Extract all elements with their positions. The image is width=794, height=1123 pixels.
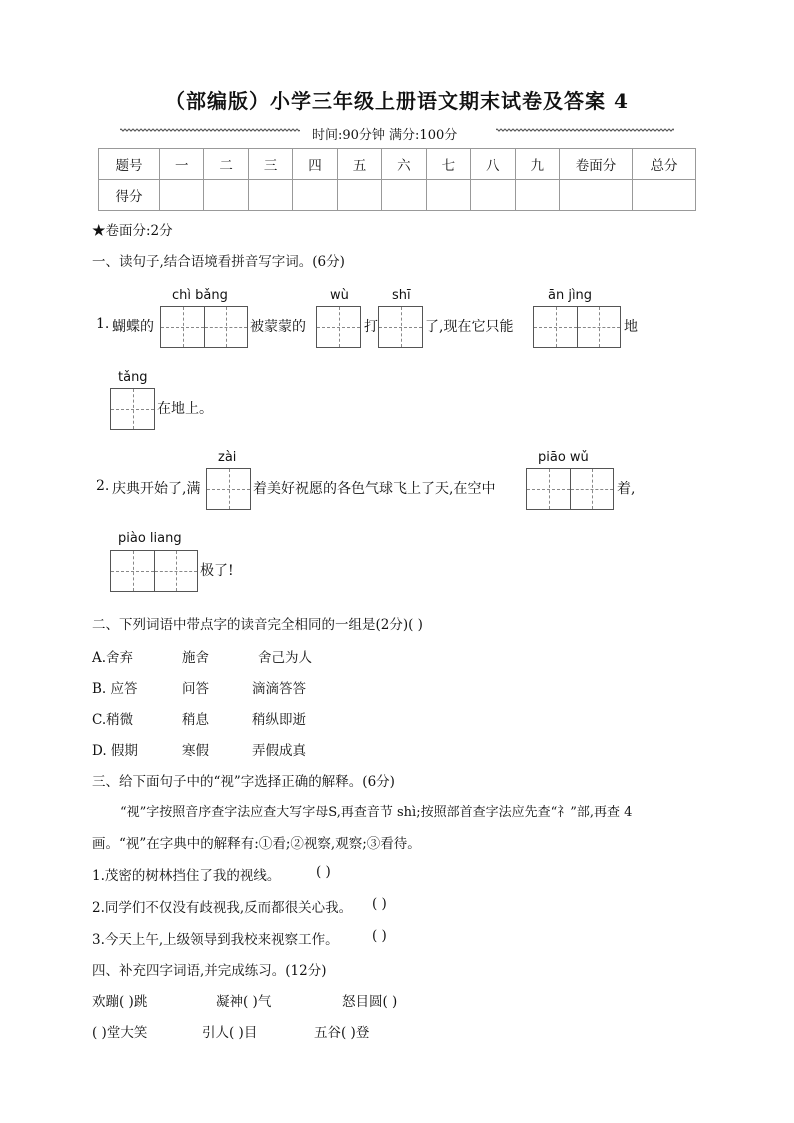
score-input-cell[interactable]: [293, 180, 337, 211]
pinyin-anjing: ān jìng: [548, 288, 593, 303]
score-table-score-row: [99, 180, 696, 211]
q2-option-c-word2: 稍息: [182, 712, 209, 728]
q2-option-b-word3: 滴滴答答: [252, 681, 306, 697]
q3-item-2: 2.同学们不仅没有歧视我,反而都很关心我。: [92, 900, 353, 916]
q1-s2-text4: 极了!: [200, 563, 234, 579]
score-header-cell: 题号: [99, 149, 160, 180]
q2-option-d-word2: 寒假: [182, 743, 209, 759]
page-title: （部编版）小学三年级上册语文期末试卷及答案 4: [165, 89, 629, 113]
q2-heading: 二、下列词语中带点字的读音完全相同的一组是(2分)( ): [92, 617, 423, 633]
score-input-cell[interactable]: [560, 180, 633, 211]
q3-paragraph-line2: 画。“视”在字典中的解释有:①看;②视察,观察;③看待。: [92, 836, 421, 852]
q2-option-a-word2: 施舍: [182, 650, 209, 666]
score-header-cell: 八: [471, 149, 515, 180]
score-header-cell: 三: [248, 149, 292, 180]
q1-s1-number: 1.: [96, 316, 110, 332]
score-table: [98, 148, 696, 211]
q1-s1-text6: 在地上。: [157, 401, 213, 417]
idiom-blank[interactable]: 五谷( )登: [314, 1025, 370, 1041]
pinyin-wu: wù: [330, 288, 349, 303]
q2-option-a[interactable]: A.舍弃: [92, 650, 134, 666]
q3-item-1-answer[interactable]: ( ): [316, 864, 331, 880]
score-header-cell: 二: [204, 149, 248, 180]
score-header-cell: 五: [337, 149, 381, 180]
q1-s2-text1: 庆典开始了,满: [112, 481, 201, 497]
exam-meta: 时间:90分钟 满分:100分: [312, 128, 458, 143]
pinyin-piaowu: piāo wǔ: [538, 450, 589, 465]
pinyin-shi: shī: [392, 288, 411, 303]
answer-grid-wu[interactable]: [316, 306, 361, 348]
pinyin-chibang: chì bǎng: [172, 288, 228, 303]
idiom-blank[interactable]: 欢蹦( )跳: [92, 994, 148, 1010]
score-input-cell[interactable]: [337, 180, 381, 211]
q3-paragraph-line1: “视”字按照音序查字法应查大写字母S,再查音节 shì;按照部首查字法应先查“礻”部,再查 4: [120, 805, 633, 820]
score-header-cell: 总分: [633, 149, 696, 180]
score-header-cell: 卷面分: [560, 149, 633, 180]
decorative-wave-right: [496, 127, 674, 133]
q1-s1-text3: 打: [364, 319, 378, 335]
paper-score-note: ★卷面分:2分: [92, 223, 173, 239]
idiom-blank[interactable]: ( )堂大笑: [92, 1025, 148, 1041]
q4-heading: 四、补充四字词语,并完成练习。(12分): [92, 963, 327, 979]
score-input-cell[interactable]: [160, 180, 204, 211]
q1-s2-text3: 着,: [617, 481, 636, 497]
score-input-cell[interactable]: [515, 180, 560, 211]
q2-option-d-word3: 弄假成真: [252, 743, 306, 759]
score-input-cell[interactable]: [633, 180, 696, 211]
score-header-cell: 九: [515, 149, 560, 180]
q3-item-1: 1.茂密的树林挡住了我的视线。: [92, 868, 281, 884]
score-header-cell: 六: [382, 149, 426, 180]
q2-option-a-word3: 舍己为人: [258, 650, 312, 666]
score-table-header-row: [99, 149, 696, 180]
q3-heading: 三、给下面句子中的“视”字选择正确的解释。(6分): [92, 774, 395, 790]
decorative-wave-left: [120, 127, 300, 133]
q1-heading: 一、读句子,结合语境看拼音写字词。(6分): [92, 254, 345, 270]
q1-s2-text2: 着美好祝愿的各色气球飞上了天,在空中: [253, 481, 496, 497]
q1-s1-text1: 蝴蝶的: [112, 319, 154, 335]
pinyin-tang: tǎng: [118, 370, 148, 385]
pinyin-piaoliang: piào liang: [118, 531, 182, 546]
answer-grid-piaowu[interactable]: [526, 468, 614, 510]
q3-item-3-answer[interactable]: ( ): [372, 928, 387, 944]
q2-option-d[interactable]: D. 假期: [92, 743, 138, 759]
q2-option-c[interactable]: C.稍微: [92, 712, 134, 728]
score-input-cell[interactable]: [248, 180, 292, 211]
q1-s1-text2: 被蒙蒙的: [250, 319, 306, 335]
answer-grid-piaoliang[interactable]: [110, 550, 198, 592]
answer-grid-zai[interactable]: [206, 468, 251, 510]
score-input-cell[interactable]: [426, 180, 470, 211]
q3-item-3: 3.今天上午,上级领导到我校来视察工作。: [92, 932, 339, 948]
score-header-cell: 一: [160, 149, 204, 180]
answer-grid-chibang[interactable]: [160, 306, 248, 348]
q3-item-2-answer[interactable]: ( ): [372, 896, 387, 912]
q1-s1-text4: 了,现在它只能: [425, 319, 514, 335]
q2-option-c-word3: 稍纵即逝: [252, 712, 306, 728]
pinyin-zai: zài: [218, 450, 237, 465]
score-row-label: 得分: [99, 180, 160, 211]
answer-grid-anjing[interactable]: [533, 306, 621, 348]
idiom-blank[interactable]: 引人( )目: [202, 1025, 258, 1041]
idiom-blank[interactable]: 怒目圆( ): [342, 994, 398, 1010]
score-header-cell: 四: [293, 149, 337, 180]
score-header-cell: 七: [426, 149, 470, 180]
idiom-blank[interactable]: 凝神( )气: [216, 994, 272, 1010]
q2-option-b-word2: 问答: [182, 681, 209, 697]
q2-option-b[interactable]: B. 应答: [92, 681, 138, 697]
answer-grid-tang[interactable]: [110, 388, 155, 430]
score-input-cell[interactable]: [471, 180, 515, 211]
score-input-cell[interactable]: [382, 180, 426, 211]
q1-s2-number: 2.: [96, 478, 110, 494]
q1-s1-text5: 地: [624, 319, 638, 335]
answer-grid-shi[interactable]: [378, 306, 423, 348]
score-input-cell[interactable]: [204, 180, 248, 211]
